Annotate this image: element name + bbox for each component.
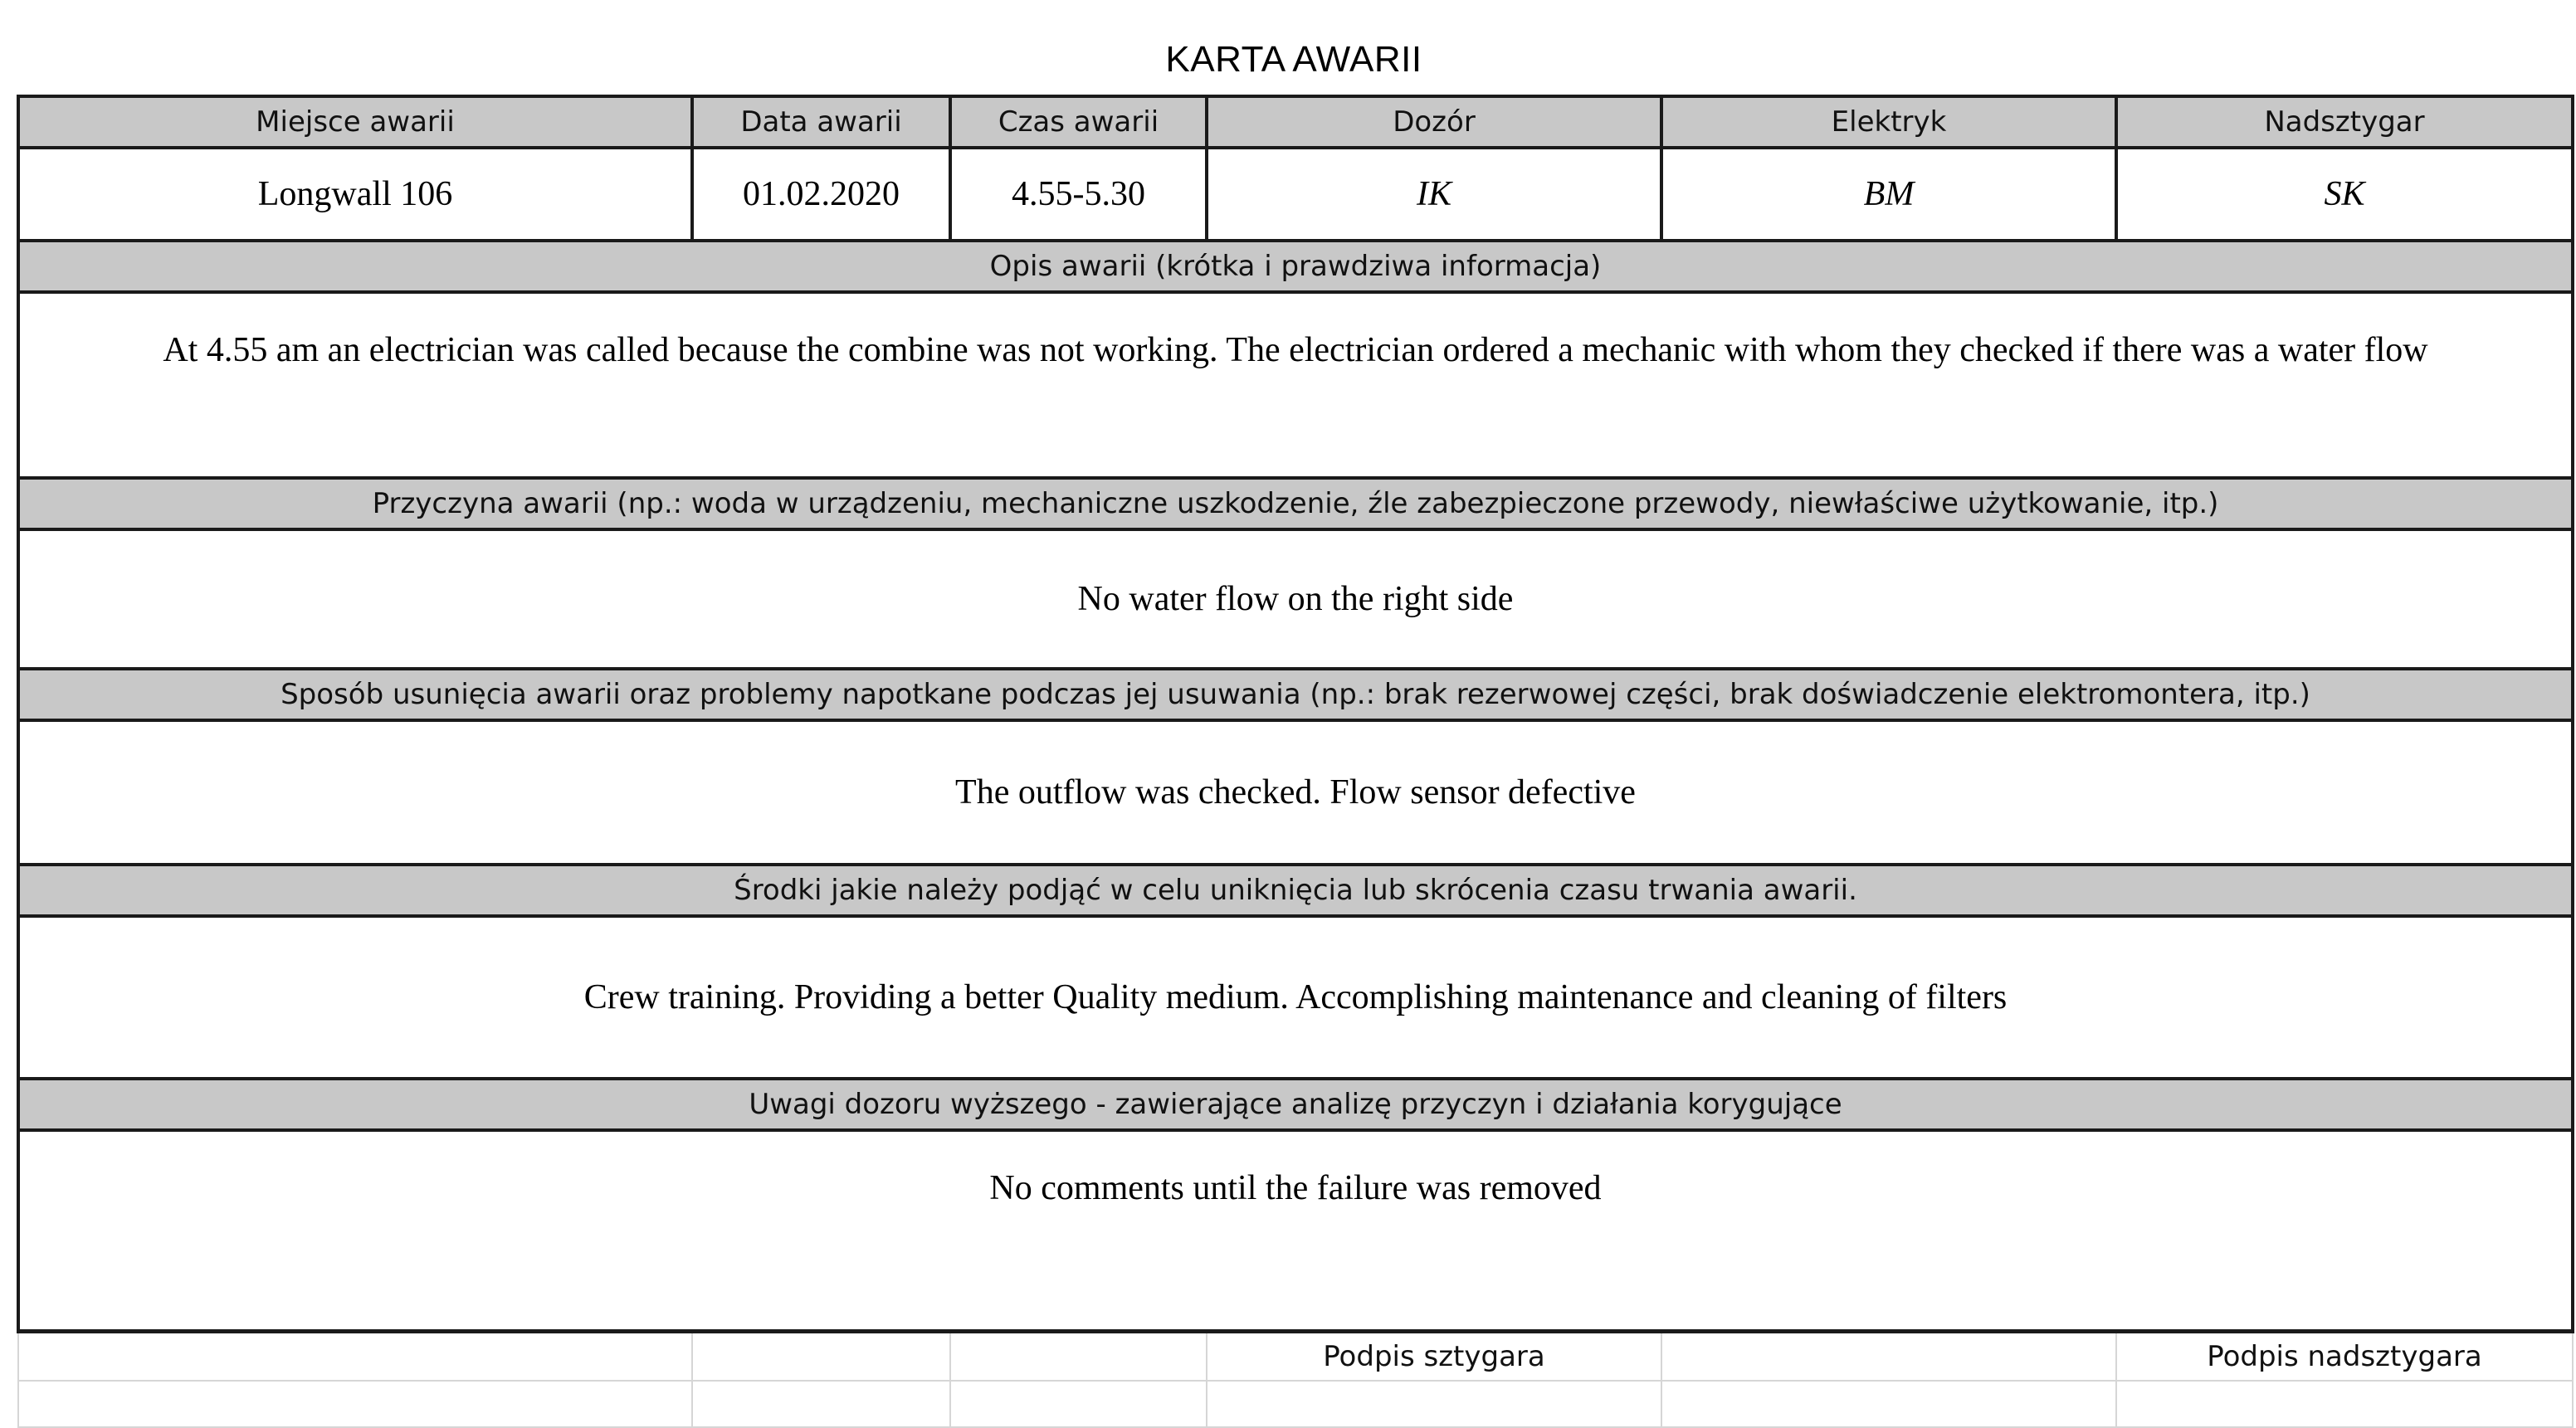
header-date: Data awarii: [692, 96, 950, 148]
value-overman[interactable]: SK: [2116, 148, 2573, 241]
signature-blank-cell[interactable]: [692, 1332, 950, 1382]
measures-header: Środki jakie należy podjąć w celu uniknięcia lub skrócenia czasu trwania awarii.: [18, 865, 2573, 916]
column-header-row: [18, 96, 2573, 148]
section-header-cause: [18, 478, 2573, 529]
signature-row: [18, 1332, 2573, 1382]
section-body-description: [18, 292, 2573, 478]
header-place: Miejsce awarii: [18, 96, 692, 148]
signature-space-cell[interactable]: [950, 1381, 1207, 1427]
failure-card-sheet: [17, 20, 2571, 1373]
measures-text[interactable]: Crew training. Providing a better Quality medium. Accomplishing maintenance and cleaning of filters: [18, 916, 2573, 1079]
signature-space-row: [18, 1381, 2573, 1427]
removal-header: Sposób usunięcia awarii oraz problemy napotkane podczas jej usuwania (np.: brak rezerwowej części, brak doświadczenie elektromontera, itp.): [18, 669, 2573, 720]
signature-blank-cell[interactable]: [1661, 1332, 2116, 1382]
overman-signature-space[interactable]: [2116, 1381, 2573, 1427]
foreman-signature-label[interactable]: Podpis sztygara: [1207, 1332, 1661, 1382]
overman-signature-label[interactable]: Podpis nadsztygara: [2116, 1332, 2573, 1382]
card-title: KARTA AWARII: [1165, 39, 1422, 80]
header-overman: Nadsztygar: [2116, 96, 2573, 148]
value-supervision[interactable]: IK: [1207, 148, 1661, 241]
value-time[interactable]: 4.55-5.30: [950, 148, 1207, 241]
description-header: Opis awarii (krótka i prawdziwa informacja): [18, 241, 2573, 292]
signature-blank-cell[interactable]: [950, 1332, 1207, 1382]
section-header-description: [18, 241, 2573, 292]
header-electrician: Elektryk: [1661, 96, 2116, 148]
cause-header: Przyczyna awarii (np.: woda w urządzeniu, mechaniczne uszkodzenie, źle zabezpieczone przewody, niewłaściwe użytkowanie, itp.): [18, 478, 2573, 529]
description-text[interactable]: At 4.55 am an electrician was called because the combine was not working. The electrician ordered a mechanic with whom they checked if there was a water flow: [18, 292, 2573, 478]
value-place[interactable]: Longwall 106: [18, 148, 692, 241]
value-date[interactable]: 01.02.2020: [692, 148, 950, 241]
signature-blank-cell[interactable]: [18, 1332, 692, 1382]
header-supervision: Dozór: [1207, 96, 1661, 148]
section-header-removal: [18, 669, 2573, 720]
failure-card-table: [17, 95, 2574, 1428]
signature-space-cell[interactable]: [18, 1381, 692, 1427]
removal-text[interactable]: The outflow was checked. Flow sensor defective: [18, 720, 2573, 865]
signature-space-cell[interactable]: [692, 1381, 950, 1427]
section-body-cause: [18, 529, 2573, 669]
section-body-remarks: [18, 1130, 2573, 1332]
section-header-measures: [18, 865, 2573, 916]
value-row: [18, 148, 2573, 241]
signature-space-cell[interactable]: [1661, 1381, 2116, 1427]
foreman-signature-space[interactable]: [1207, 1381, 1661, 1427]
value-electrician[interactable]: BM: [1661, 148, 2116, 241]
section-body-removal: [18, 720, 2573, 865]
header-time: Czas awarii: [950, 96, 1207, 148]
section-header-remarks: [18, 1079, 2573, 1130]
cause-text[interactable]: No water flow on the right side: [18, 529, 2573, 669]
remarks-text[interactable]: No comments until the failure was removed: [18, 1130, 2573, 1332]
remarks-header: Uwagi dozoru wyższego - zawierające analizę przyczyn i działania korygujące: [18, 1079, 2573, 1130]
section-body-measures: [18, 916, 2573, 1079]
